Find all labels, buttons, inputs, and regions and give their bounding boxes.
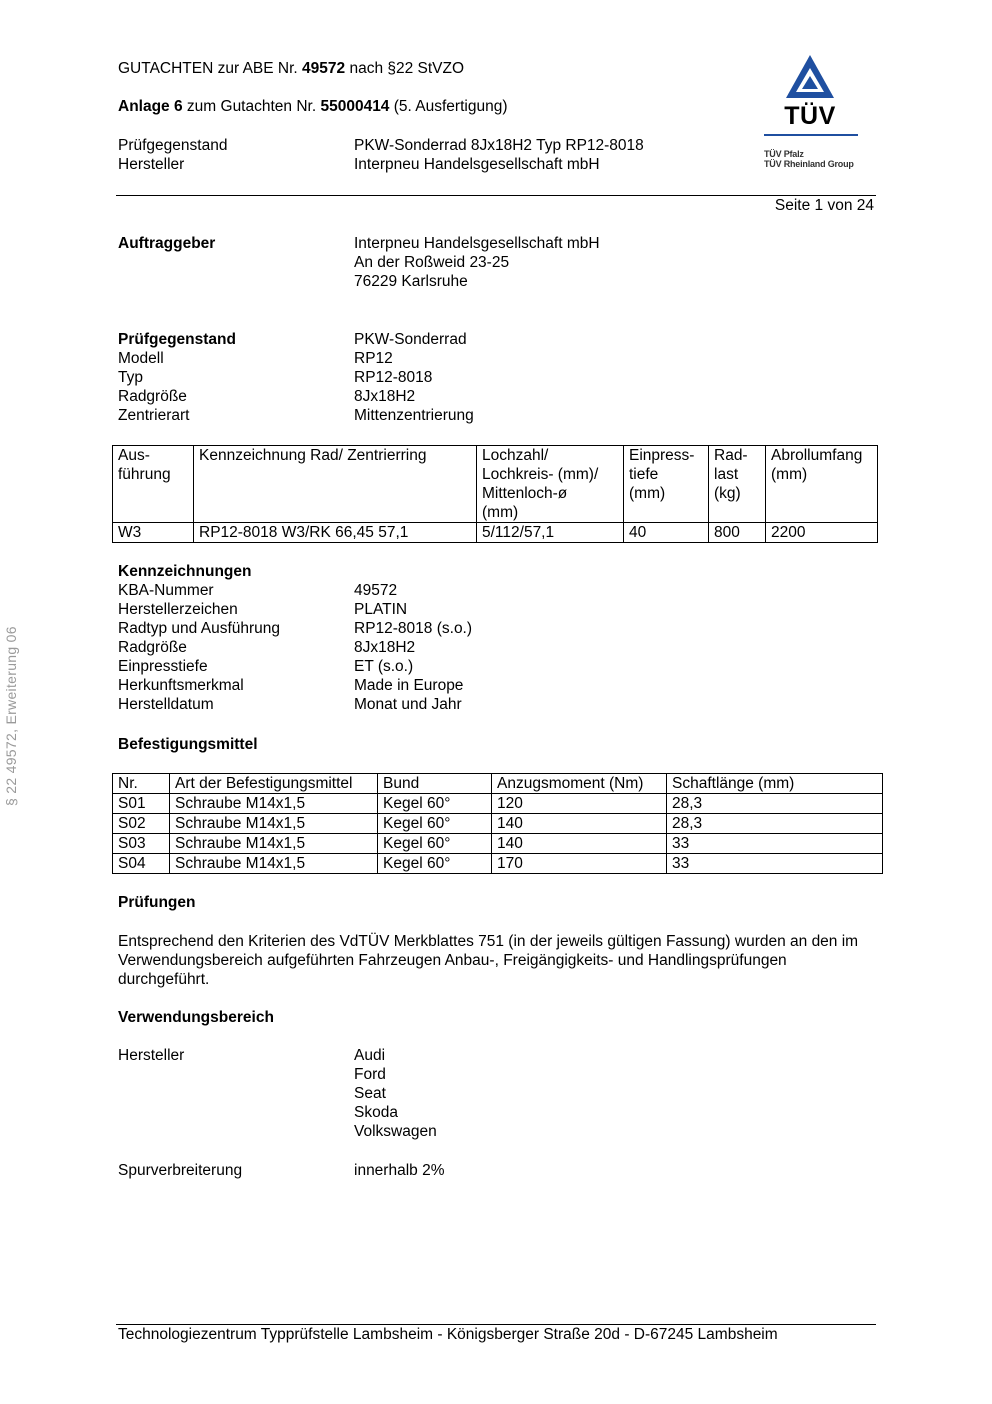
client-address-line: 76229 Karlsruhe xyxy=(354,273,468,290)
test-object-key: Typ xyxy=(118,369,143,386)
fasteners-table xyxy=(112,773,883,874)
table-header-cell: Lochzahl/ Lochkreis- (mm)/ Mittenloch-ø (mm) xyxy=(477,446,624,523)
table-cell: 800 xyxy=(709,523,766,543)
test-object-row xyxy=(118,368,878,387)
report-title-suffix: nach §22 StVZO xyxy=(349,60,465,77)
track-widening-value: innerhalb 2% xyxy=(354,1162,445,1179)
markings-row xyxy=(118,695,878,714)
table-cell: 40 xyxy=(624,523,709,543)
client-address-line: An der Roßweid 23-25 xyxy=(354,254,510,271)
header-row xyxy=(118,136,718,155)
markings-key: KBA-Nummer xyxy=(118,582,214,599)
table-header-cell: Nr. xyxy=(113,774,170,794)
markings-value: 49572 xyxy=(354,582,398,599)
manufacturer-row xyxy=(118,1046,878,1141)
test-object-section xyxy=(118,330,878,425)
table-row xyxy=(113,814,883,834)
logo-sub-line2: TÜV Rheinland Group xyxy=(764,159,854,169)
table-header-cell: Schaftlänge (mm) xyxy=(667,774,883,794)
client-row xyxy=(118,234,878,291)
table-header-row xyxy=(113,446,878,523)
page-number: Seite 1 von 24 xyxy=(774,197,874,214)
test-object-val: RP12 xyxy=(354,350,393,367)
table-cell: Schraube M14x1,5 xyxy=(170,794,378,814)
table-cell: 5/112/57,1 xyxy=(477,523,624,543)
table-cell: Schraube M14x1,5 xyxy=(170,814,378,834)
test-object-key: Zentrierart xyxy=(118,407,190,424)
table-cell: 28,3 xyxy=(667,794,883,814)
table-cell: W3 xyxy=(113,523,194,543)
test-object-val: 8Jx18H2 xyxy=(354,388,416,405)
table-header-row xyxy=(113,774,883,794)
annex-mid: zum Gutachten Nr. xyxy=(186,98,317,115)
scope-title: Verwendungsbereich xyxy=(118,1009,274,1026)
table-cell: 33 xyxy=(667,854,883,874)
markings-key: Einpresstiefe xyxy=(118,658,208,675)
fasteners-title: Befestigungsmittel xyxy=(118,736,258,753)
markings-key: Herstelldatum xyxy=(118,696,214,713)
test-object-row xyxy=(118,349,878,368)
table-cell: S01 xyxy=(113,794,170,814)
report-number: 55000414 xyxy=(320,98,390,115)
table-cell: Kegel 60° xyxy=(378,854,492,874)
test-object-row xyxy=(118,330,878,349)
logo-sub-line1: TÜV Pfalz xyxy=(764,149,804,159)
client-label: Auftraggeber xyxy=(118,235,216,252)
track-widening-row xyxy=(118,1161,878,1180)
table-header-cell: Art der Befestigungsmittel xyxy=(170,774,378,794)
list-item: Audi xyxy=(354,1047,386,1064)
header-value: PKW-Sonderrad 8Jx18H2 Typ RP12-8018 xyxy=(354,137,644,154)
annex-line xyxy=(118,97,507,116)
table-cell: Kegel 60° xyxy=(378,814,492,834)
abe-number: 49572 xyxy=(302,60,346,77)
tests-paragraph: Entsprechend den Kriterien des VdTÜV Merkblattes 751 (in der jeweils gültigen Fassung) wurden an den im Verwendungsbereich aufgeführten Fahrzeugen Anbau-, Freigängigkeits- und Handlingsprüfungen durchgeführt. xyxy=(118,933,859,988)
markings-value: Monat und Jahr xyxy=(354,696,462,713)
header-divider xyxy=(116,195,876,196)
markings-row xyxy=(118,638,878,657)
tests-title: Prüfungen xyxy=(118,894,196,911)
list-item: Ford xyxy=(354,1066,386,1083)
table-cell: RP12-8018 W3/RK 66,45 57,1 xyxy=(194,523,477,543)
test-object-value: PKW-Sonderrad xyxy=(354,331,467,348)
logo-wordmark: TÜV xyxy=(784,102,836,130)
markings-value: PLATIN xyxy=(354,601,408,618)
header-key: Hersteller xyxy=(118,156,185,173)
manufacturer-label: Hersteller xyxy=(118,1047,185,1064)
table-header-cell: Einpress- tiefe (mm) xyxy=(624,446,709,523)
header-value: Interpneu Handelsgesellschaft mbH xyxy=(354,156,600,173)
markings-row xyxy=(118,600,878,619)
report-title-line xyxy=(118,59,464,78)
client-section xyxy=(118,234,878,291)
markings-row xyxy=(118,676,878,695)
track-widening-label: Spurverbreiterung xyxy=(118,1162,243,1179)
table-cell: 28,3 xyxy=(667,814,883,834)
markings-value: 8Jx18H2 xyxy=(354,639,416,656)
track-widening-section xyxy=(118,1161,878,1180)
wheel-spec-table xyxy=(112,445,878,543)
table-header-cell: Aus- führung xyxy=(113,446,194,523)
header-info xyxy=(118,136,718,174)
test-object-row xyxy=(118,387,878,406)
table-cell: S02 xyxy=(113,814,170,834)
markings-section xyxy=(118,562,878,714)
markings-value: Made in Europe xyxy=(354,677,464,694)
table-row xyxy=(113,854,883,874)
footer-address: Technologiezentrum Typprüfstelle Lambsheim - Königsberger Straße 20d - D-67245 Lambsheim xyxy=(118,1326,778,1343)
markings-row xyxy=(118,657,878,676)
table-header-cell: Rad- last (kg) xyxy=(709,446,766,523)
table-header-cell: Kennzeichnung Rad/ Zentrierring xyxy=(194,446,477,523)
table-row xyxy=(113,794,883,814)
table-cell: Schraube M14x1,5 xyxy=(170,854,378,874)
annex-edition: (5. Ausfertigung) xyxy=(393,98,508,115)
table-cell: 33 xyxy=(667,834,883,854)
list-item: Seat xyxy=(354,1085,386,1102)
manufacturer-list-section xyxy=(118,1046,878,1141)
table-cell: 120 xyxy=(492,794,667,814)
table-header-cell: Abrollumfang (mm) xyxy=(766,446,878,523)
test-object-label: Prüfgegenstand xyxy=(118,331,236,348)
markings-key: Radgröße xyxy=(118,639,187,656)
annex-label: Anlage 6 xyxy=(118,98,183,115)
table-cell: 140 xyxy=(492,814,667,834)
test-object-val: Mittenzentrierung xyxy=(354,407,474,424)
list-item: Skoda xyxy=(354,1104,398,1121)
logo-subtitle xyxy=(764,149,874,169)
table-cell: Schraube M14x1,5 xyxy=(170,834,378,854)
markings-row xyxy=(118,581,878,600)
logo-rule xyxy=(764,134,858,136)
markings-value: RP12-8018 (s.o.) xyxy=(354,620,473,637)
markings-key: Herstellerzeichen xyxy=(118,601,238,618)
header-row xyxy=(118,155,718,174)
test-object-key: Radgröße xyxy=(118,388,187,405)
table-cell: Kegel 60° xyxy=(378,794,492,814)
tuev-logo xyxy=(760,52,870,176)
table-cell: S03 xyxy=(113,834,170,854)
markings-title: Kennzeichnungen xyxy=(118,563,252,580)
table-cell: 140 xyxy=(492,834,667,854)
triangle-logo-icon xyxy=(760,52,860,102)
table-cell: 2200 xyxy=(766,523,878,543)
manufacturer-list xyxy=(354,1046,878,1141)
table-row xyxy=(113,834,883,854)
report-title-prefix: GUTACHTEN zur ABE Nr. xyxy=(118,60,298,77)
test-object-val: RP12-8018 xyxy=(354,369,433,386)
client-address-line: Interpneu Handelsgesellschaft mbH xyxy=(354,235,600,252)
table-cell: Kegel 60° xyxy=(378,834,492,854)
markings-value: ET (s.o.) xyxy=(354,658,414,675)
header-key: Prüfgegenstand xyxy=(118,137,228,154)
list-item: Volkswagen xyxy=(354,1123,437,1140)
test-object-row xyxy=(118,406,878,425)
table-header-cell: Anzugsmoment (Nm) xyxy=(492,774,667,794)
table-cell: S04 xyxy=(113,854,170,874)
table-cell: 170 xyxy=(492,854,667,874)
test-object-key: Modell xyxy=(118,350,164,367)
markings-key: Radtyp und Ausführung xyxy=(118,620,281,637)
markings-key: Herkunftsmerkmal xyxy=(118,677,244,694)
table-row xyxy=(113,523,878,543)
table-header-cell: Bund xyxy=(378,774,492,794)
markings-row xyxy=(118,619,878,638)
side-margin-note: § 22 49572, Erweiterung 06 xyxy=(3,626,19,806)
client-address xyxy=(354,234,878,291)
